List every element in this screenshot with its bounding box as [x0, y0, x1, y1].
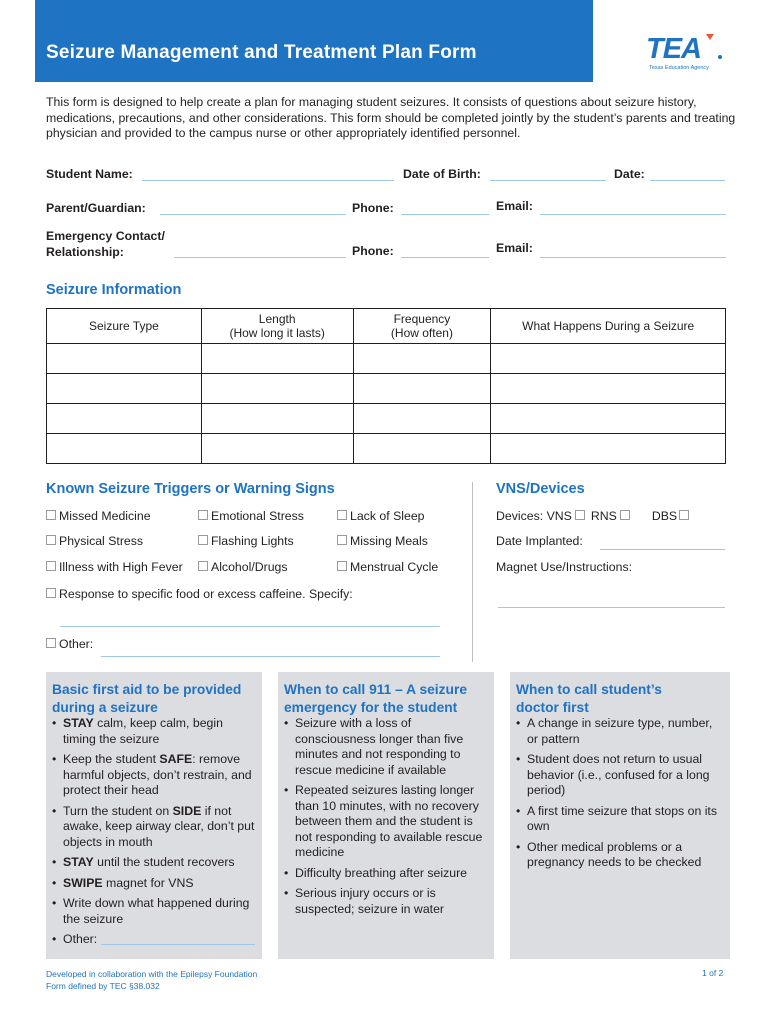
list-item: • Difficulty breathing after seizure [284, 866, 488, 882]
email-field[interactable] [540, 214, 726, 215]
device-rns-label: RNS [590, 509, 617, 523]
magnet-field[interactable] [498, 607, 725, 608]
device-dbs-label: DBS [651, 509, 678, 523]
date-implanted-label: Date Implanted: [496, 534, 583, 548]
dob-field[interactable] [490, 180, 606, 181]
table-cell[interactable] [47, 404, 202, 434]
emergency-label-line1: Emergency Contact/ [46, 229, 165, 243]
device-dbs-checkbox[interactable] [679, 510, 689, 520]
column-divider [472, 482, 473, 662]
list-item: • Student does not return to usual behavior (i.e., confused for a long period) [516, 752, 724, 799]
phone2-label: Phone: [352, 244, 394, 258]
date-field[interactable] [650, 180, 725, 181]
checkbox-label: Lack of Sleep [350, 509, 425, 523]
list-item [52, 932, 258, 948]
trigger-illness-fever[interactable] [46, 560, 183, 574]
table-cell[interactable] [491, 434, 726, 464]
email2-field[interactable] [540, 257, 726, 258]
date-label: Date: [614, 167, 645, 181]
trigger-lack-of-sleep[interactable] [337, 509, 425, 523]
trigger-other-field[interactable] [101, 656, 440, 657]
table-cell[interactable] [47, 374, 202, 404]
phone2-field[interactable] [401, 257, 489, 258]
seizure-table [46, 308, 726, 464]
checkbox-label: Missing Meals [350, 534, 428, 548]
col-header-length: Length (How long it lasts) [201, 309, 353, 344]
page-number: 1 of 2 [702, 968, 724, 978]
table-cell[interactable] [491, 404, 726, 434]
magnet-label: Magnet Use/Instructions: [496, 560, 633, 574]
checkbox[interactable] [198, 561, 208, 571]
dob-label: Date of Birth: [403, 167, 481, 181]
call-911-panel [278, 672, 494, 959]
checkbox-label: Missed Medicine [59, 509, 151, 523]
list-item: • Seizure with a loss of consciousness longer than five minutes and not responding to rescue medicine if available [284, 716, 488, 778]
header-bar [35, 0, 593, 82]
table-cell[interactable] [353, 434, 491, 464]
first-aid-other-label: Other: [63, 932, 98, 946]
tea-logo-mark [644, 28, 728, 76]
call-911-list [284, 716, 488, 922]
first-aid-other-field[interactable] [101, 944, 255, 945]
seizure-table-header [47, 309, 726, 344]
checkbox[interactable] [46, 535, 56, 545]
student-name-field[interactable] [142, 180, 394, 181]
trigger-alcohol-drugs[interactable] [198, 560, 288, 574]
trigger-emotional-stress[interactable] [198, 509, 304, 523]
seizure-info-title: Seizure Information [46, 282, 182, 298]
list-item: • STAY calm, keep calm, begin timing the seizure [52, 716, 258, 747]
checkbox[interactable] [46, 638, 56, 648]
trigger-flashing-lights[interactable] [198, 534, 294, 548]
devices-row [496, 509, 692, 523]
call-doctor-panel [510, 672, 730, 959]
list-item: • A change in seizure type, number, or pattern [516, 716, 724, 747]
footer-credits [46, 968, 257, 992]
first-aid-panel [46, 672, 262, 959]
checkbox-label: Emotional Stress [211, 509, 304, 523]
checkbox[interactable] [337, 510, 347, 520]
table-cell[interactable] [201, 404, 353, 434]
table-cell[interactable] [491, 374, 726, 404]
list-item: • Turn the student on SIDE if not awake, keep airway clear, don’t put objects in mouth [52, 804, 258, 851]
phone-label: Phone: [352, 201, 394, 215]
emergency-label-line2: Relationship: [46, 245, 124, 259]
student-name-label: Student Name: [46, 167, 133, 181]
table-cell[interactable] [47, 344, 202, 374]
list-item: • Write down what happened during the seizure [52, 896, 258, 927]
table-row [47, 434, 726, 464]
first-aid-title: Basic first aid to be provided during a seizure [52, 682, 242, 715]
checkbox-label: Response to specific food or excess caffeine. Specify: [59, 587, 353, 601]
parent-field[interactable] [160, 214, 346, 215]
trigger-missed-medicine[interactable] [46, 509, 151, 523]
list-item: • STAY until the student recovers [52, 855, 258, 871]
food-caffeine-field[interactable] [60, 626, 440, 627]
checkbox-label: Other: [59, 637, 94, 651]
devices-label: Devices: [496, 509, 544, 523]
table-cell[interactable] [353, 404, 491, 434]
triggers-title: Known Seizure Triggers or Warning Signs [46, 481, 335, 497]
phone-field[interactable] [401, 214, 489, 215]
intro-paragraph: This form is designed to help create a plan for managing student seizures. It consists of questions about seizure history, medications, precautions, and other considerations. This form should be completed jointly by the student’s parents and treating physician and provided to the campus nurse or other appropriately identified personnel. [46, 95, 736, 140]
checkbox[interactable] [46, 561, 56, 571]
svg-text:Texas Education Agency: Texas Education Agency [649, 65, 709, 71]
trigger-food-caffeine[interactable] [46, 587, 353, 601]
vns-title: VNS/Devices [496, 481, 585, 497]
list-item: • Other medical problems or a pregnancy needs to be checked [516, 840, 724, 871]
list-item: • SWIPE magnet for VNS [52, 876, 258, 892]
trigger-missing-meals[interactable] [337, 534, 428, 548]
trigger-other[interactable] [46, 637, 93, 651]
first-aid-list [52, 716, 258, 953]
device-rns-checkbox[interactable] [620, 510, 630, 520]
footer-line1: Developed in collaboration with the Epilepsy Foundation [46, 969, 258, 979]
list-item: • A first time seizure that stops on its own [516, 804, 724, 835]
checkbox-label: Illness with High Fever [59, 560, 183, 574]
call-doctor-list [516, 716, 724, 876]
call-911-title: When to call 911 – A seizure emergency for the student [284, 682, 468, 715]
table-cell[interactable] [353, 374, 491, 404]
table-row [47, 344, 726, 374]
device-vns-label: VNS [546, 509, 572, 523]
checkbox-label: Menstrual Cycle [350, 560, 439, 574]
device-vns-checkbox[interactable] [575, 510, 585, 520]
checkbox[interactable] [46, 588, 56, 598]
form-title: Seizure Management and Treatment Plan Form [46, 42, 477, 63]
checkbox[interactable] [337, 561, 347, 571]
date-implanted-field[interactable] [600, 549, 725, 550]
table-cell[interactable] [353, 344, 491, 374]
col-header-what-happens: What Happens During a Seizure [491, 309, 726, 344]
tea-logo [644, 28, 728, 76]
list-item: • Serious injury occurs or is suspected; seizure in water [284, 886, 488, 917]
table-cell[interactable] [491, 344, 726, 374]
checkbox[interactable] [198, 510, 208, 520]
svg-text:TEA: TEA [646, 33, 701, 65]
col-header-seizure-type: Seizure Type [47, 309, 202, 344]
parent-label: Parent/Guardian: [46, 201, 146, 215]
list-item: • Keep the student SAFE: remove harmful objects, don’t restrain, and protect their head [52, 752, 258, 799]
call-doctor-title: When to call student’s doctor first [516, 682, 662, 715]
table-cell[interactable] [201, 374, 353, 404]
email-label: Email: [496, 199, 533, 213]
table-cell[interactable] [201, 434, 353, 464]
emergency-field[interactable] [174, 257, 346, 258]
email2-label: Email: [496, 241, 533, 255]
list-item: • Repeated seizures lasting longer than 10 minutes, with no recovery between them and the student is not responding to available rescue medicine [284, 783, 488, 861]
trigger-physical-stress[interactable] [46, 534, 143, 548]
footer-line2: Form defined by TEC §38.032 [46, 981, 160, 991]
checkbox-label: Alcohol/Drugs [211, 560, 288, 574]
table-cell[interactable] [201, 344, 353, 374]
table-cell[interactable] [47, 434, 202, 464]
checkbox-label: Flashing Lights [211, 534, 294, 548]
checkbox[interactable] [198, 535, 208, 545]
checkbox[interactable] [46, 510, 56, 520]
checkbox-label: Physical Stress [59, 534, 144, 548]
table-row [47, 374, 726, 404]
table-row [47, 404, 726, 434]
trigger-menstrual-cycle[interactable] [337, 560, 438, 574]
checkbox[interactable] [337, 535, 347, 545]
col-header-frequency: Frequency (How often) [353, 309, 491, 344]
